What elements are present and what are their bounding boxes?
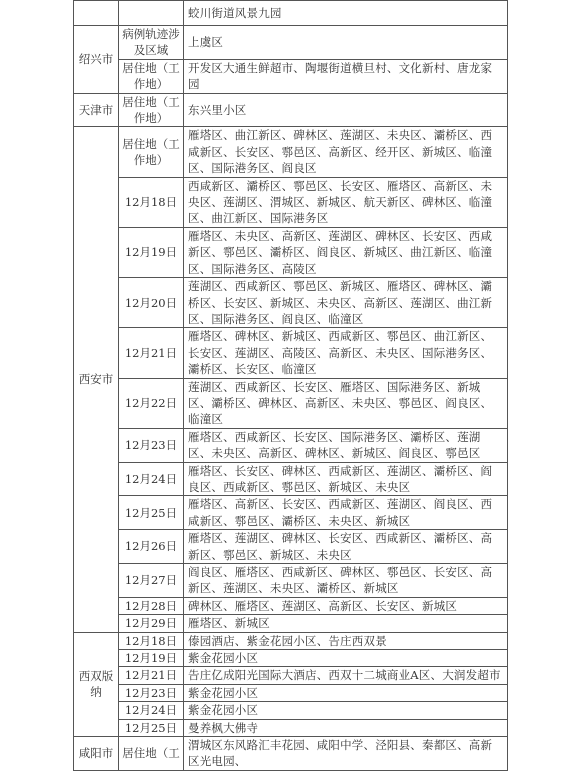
- table-row: [74, 127, 508, 177]
- date-or-category-cell: 12月26日: [119, 530, 184, 564]
- table-row: [74, 496, 508, 530]
- table-row: [74, 278, 508, 328]
- table-row: [74, 564, 508, 598]
- table-row: [74, 59, 508, 93]
- table-row: [74, 615, 508, 632]
- locations-cell: 阎良区、雁塔区、西咸新区、碑林区、鄠邑区、长安区、高新区、莲湖区、未央区、灞桥区、新城区: [184, 564, 508, 598]
- table-row: [74, 684, 508, 701]
- date-or-category-cell: 居住地（工作地）: [119, 59, 184, 93]
- table-row: [74, 177, 508, 227]
- city-cell: 绍兴市: [74, 26, 119, 94]
- date-or-category-cell: 12月27日: [119, 564, 184, 598]
- table-row: [74, 650, 508, 667]
- date-or-category-cell: 12月19日: [119, 650, 184, 667]
- date-or-category-cell: 居住地（工作地）: [119, 93, 184, 127]
- date-or-category-cell: 12月21日: [119, 667, 184, 684]
- table-row: [74, 530, 508, 564]
- table-row: [74, 462, 508, 496]
- locations-cell: 雁塔区、未央区、高新区、莲湖区、碑林区、长安区、西咸新区、鄠邑区、灞桥区、阎良区、新城区、曲江新区、临潼区、国际港务区、高陵区: [184, 227, 508, 277]
- table-row: [74, 428, 508, 462]
- table-row: [74, 632, 508, 649]
- locations-cell: 莲湖区、西咸新区、鄠邑区、新城区、雁塔区、碑林区、灞桥区、长安区、新城区、未央区、高新区、莲湖区、曲江新区、国际港务区、阎良区、临潼区: [184, 278, 508, 328]
- locations-cell: 东兴里小区: [184, 93, 508, 127]
- city-cell: 西安市: [74, 127, 119, 632]
- date-or-category-cell: 12月25日: [119, 719, 184, 736]
- date-or-category-cell: 12月24日: [119, 462, 184, 496]
- date-or-category-cell: 12月18日: [119, 177, 184, 227]
- locations-cell: 曼养枫大佛寺: [184, 719, 508, 736]
- table-row: [74, 26, 508, 60]
- date-or-category-cell: 12月25日: [119, 496, 184, 530]
- table-row: [74, 702, 508, 719]
- locations-cell: 雁塔区、长安区、碑林区、西咸新区、莲湖区、灞桥区、阎良区、西咸新区、鄠邑区、新城区、未央区: [184, 462, 508, 496]
- city-cell: 天津市: [74, 93, 119, 127]
- locations-cell: 紫金花园小区: [184, 650, 508, 667]
- locations-cell: 莲湖区、西咸新区、长安区、雁塔区、国际港务区、新城区、灞桥区、碑林区、高新区、未央区、鄠邑区、阎良区、临潼区: [184, 378, 508, 428]
- date-or-category-cell: 12月24日: [119, 702, 184, 719]
- table-row: [74, 227, 508, 277]
- outbreak-locations-table: [73, 0, 508, 771]
- locations-cell: 傣园酒店、紫金花园小区、告庄西双景: [184, 632, 508, 649]
- date-or-category-cell: 12月21日: [119, 328, 184, 378]
- date-or-category-cell: 居住地（工作地）: [119, 127, 184, 177]
- table-row: [74, 597, 508, 614]
- table-row: [74, 328, 508, 378]
- table-row: [74, 1, 508, 26]
- date-or-category-cell: 居住地（工: [119, 737, 184, 771]
- city-cell: 西双版纳: [74, 632, 119, 736]
- table-body: [74, 1, 508, 771]
- table-row: [74, 667, 508, 684]
- locations-cell: 西咸新区、灞桥区、鄠邑区、长安区、雁塔区、高新区、未央区、莲湖区、渭城区、新城区、航天新区、碑林区、临潼区、曲江新区、国际港务区: [184, 177, 508, 227]
- locations-cell: 蛟川街道风景九园: [184, 1, 508, 26]
- locations-cell: 上虞区: [184, 26, 508, 60]
- date-or-category-cell: 12月20日: [119, 278, 184, 328]
- date-or-category-cell: 12月19日: [119, 227, 184, 277]
- locations-cell: 紫金花园小区: [184, 684, 508, 701]
- locations-cell: 雁塔区、高新区、长安区、西咸新区、莲湖区、阎良区、西咸新区、鄠邑区、灞桥区、未央区、新城区: [184, 496, 508, 530]
- table-row: [74, 719, 508, 736]
- locations-cell: 雁塔区、西咸新区、长安区、国际港务区、灞桥区、莲湖区、未央区、高新区、碑林区、新城区、阎良区、鄠邑区: [184, 428, 508, 462]
- city-cell: 咸阳市: [74, 737, 119, 771]
- locations-cell: 雁塔区、曲江新区、碑林区、莲湖区、未央区、灞桥区、西咸新区、长安区、鄠邑区、高新区、经开区、新城区、临潼区、国际港务区、阎良区: [184, 127, 508, 177]
- locations-cell: 告庄亿成阳光国际大酒店、西双十二城商业A区、大润发超市: [184, 667, 508, 684]
- locations-cell: 雁塔区、莲湖区、碑林区、长安区、西咸新区、灞桥区、高新区、鄠邑区、新城区、未央区: [184, 530, 508, 564]
- locations-cell: 雁塔区、新城区: [184, 615, 508, 632]
- date-or-category-cell: 12月22日: [119, 378, 184, 428]
- locations-cell: 渭城区东风路汇丰花园、咸阳中学、泾阳县、秦都区、高新区光电园、: [184, 737, 508, 771]
- city-cell: [74, 1, 119, 26]
- table-row: [74, 378, 508, 428]
- date-or-category-cell: 12月23日: [119, 684, 184, 701]
- locations-cell: 碑林区、雁塔区、莲湖区、高新区、长安区、新城区: [184, 597, 508, 614]
- locations-cell: 雁塔区、碑林区、新城区、西咸新区、鄠邑区、曲江新区、长安区、莲湖区、高陵区、高新区、未央区、国际港务区、灞桥区、长安区、临潼区: [184, 328, 508, 378]
- date-or-category-cell: 病例轨迹涉及区域: [119, 26, 184, 60]
- locations-cell: 开发区大通生鲜超市、陶堰街道横旦村、文化新村、唐龙家园: [184, 59, 508, 93]
- date-or-category-cell: 12月28日: [119, 597, 184, 614]
- date-or-category-cell: [119, 1, 184, 26]
- date-or-category-cell: 12月29日: [119, 615, 184, 632]
- table-row: [74, 737, 508, 771]
- table-row: [74, 93, 508, 127]
- locations-cell: 紫金花园小区: [184, 702, 508, 719]
- date-or-category-cell: 12月18日: [119, 632, 184, 649]
- date-or-category-cell: 12月23日: [119, 428, 184, 462]
